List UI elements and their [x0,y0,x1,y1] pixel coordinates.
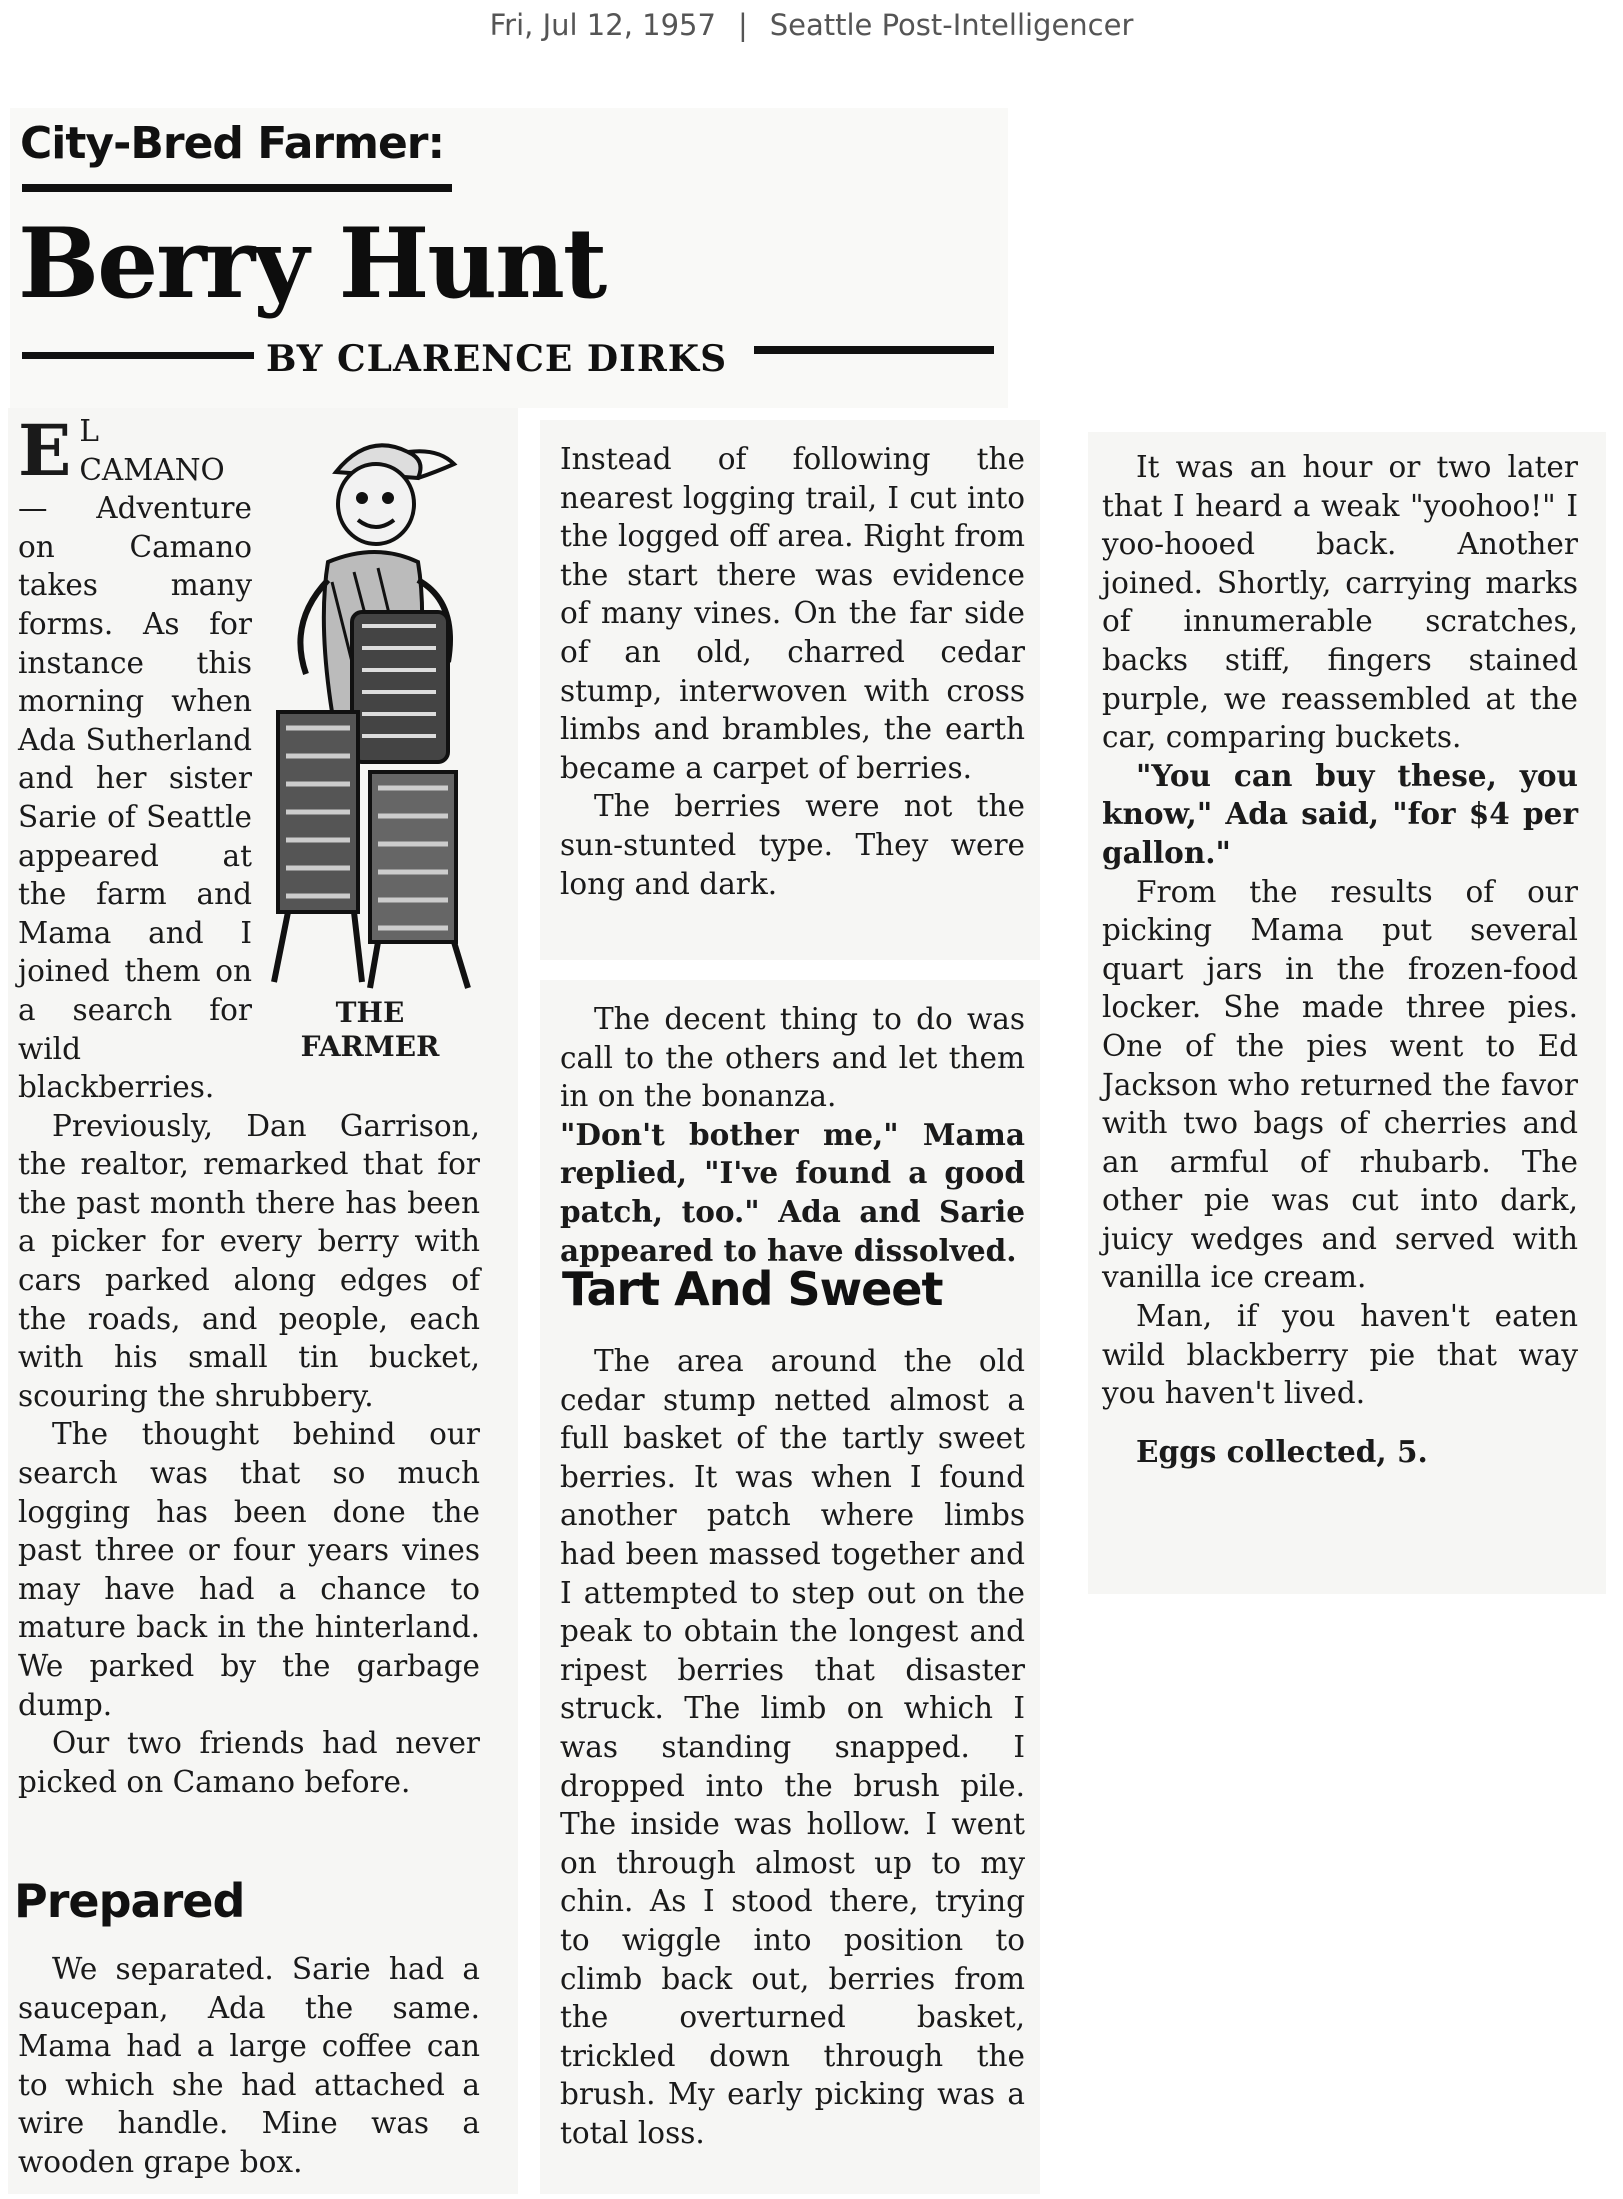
paragraph-thought: The thought behind our search was that so much logging has been done the past three or four years vines may have had a chance to mature back in the hinterland. We parked by the garbage dump. [18,1417,480,1722]
paragraph-previously: Previously, Dan Garrison, the realtor, remarked that for the past month there has been a picker for every berry with cars parked along edges of the roads, and people, each with his small tin bucket, scouring the shrubbery. [18,1108,480,1413]
column-2-bottom [560,1342,1025,2152]
column-1 [18,409,480,1801]
paragraph-intro: L CAMANO — Adventure on Camano takes many forms. As for instance this morning when Ada Sutherland and her sister Sarie of Seattle appeared at the farm and Mama and I joined them on a search for wild blackberries. [18,414,252,1105]
paragraph-mama-quote: "Don't bother me," Mama replied, "I've found a good patch, too." Ada and Sarie appeared to have dissolved. [560,1116,1025,1268]
paragraph-berries: The berries were not the sun-stunted type. They were long and dark. [560,789,1025,901]
paragraph-decent: The decent thing to do was call to the others and let them in on the bonanza. [560,1002,1025,1114]
paragraph-friends: Our two friends had never picked on Camano before. [18,1726,480,1799]
paragraph-results: From the results of our picking Mama put several quart jars in the frozen-food locker. She made three pies. One of the pies went to Ed Jackson who returned the favor with two bags of cherries and an armful of rhubarb. The other pie was cut into dark, juicy wedges and served with vanilla ice cream. [1102,874,1578,1295]
masthead-date: Fri, Jul 12, 1957 [489,8,716,42]
column-2-middle [560,1000,1025,1270]
farmer-illustration [258,412,482,1064]
kicker-rule [22,184,452,192]
column-1-bottom [18,1950,480,2182]
farmer-on-tractor-icon [258,412,482,990]
byline-rule-right [754,346,994,354]
signoff: Eggs collected, 5. [1136,1433,1428,1469]
column-3 [1102,448,1578,1471]
paragraph-man: Man, if you haven't eaten wild blackberry pie that way you haven't lived. [1102,1299,1578,1411]
masthead-separator: | [737,8,748,42]
subhead-tart-and-sweet: Tart And Sweet [562,1262,943,1316]
headline: Berry Hunt [18,207,606,320]
figure-caption-line-2: FARMER [300,1030,440,1063]
paragraph-separated: We separated. Sarie had a saucepan, Ada the same. Mama had a large coffee can to which she had attached a wire handle. Mine was a wooden grape box. [18,1952,480,2179]
column-2-top [560,440,1025,903]
paragraph-ada-quote: "You can buy these, you know," Ada said, "for $4 per gallon." [1102,757,1578,870]
paragraph-hour: It was an hour or two later that I heard a weak "yoohoo!" I yoo-hooed back. Another joined. Shortly, carrying marks of innumerable scratches, backs stiff, fingers stained purple, we reassembled at the car, comparing buckets. [1102,450,1578,755]
kicker: City-Bred Farmer: [20,118,445,169]
paragraph-instead: Instead of following the nearest logging trail, I cut into the logged off area. Right from the start there was evidence of many vines. On the far side of an old, charred cedar stump, interwoven with cross limbs and brambles, the earth became a carpet of berries. [560,442,1025,785]
subhead-prepared: Prepared [14,1874,245,1928]
dropcap: E [18,409,72,492]
byline: BY CLARENCE DIRKS [266,338,728,380]
masthead [0,8,1623,56]
figure-caption-line-1: THE [335,996,405,1029]
paragraph-area: The area around the old cedar stump netted almost a full basket of the tartly sweet berries. It was when I found another patch where limbs had been massed together and I attempted to step out on the peak to obtain the longest and ripest berries that disaster struck. The limb on which I was standing snapped. I dropped into the brush pile. The inside was hollow. I went on through almost up to my chin. As I stood there, trying to wiggle into position to climb back out, berries from the overturned basket, trickled down through the brush. My early picking was a total loss. [560,1344,1025,2150]
masthead-paper: Seattle Post-Intelligencer [769,8,1134,42]
byline-rule-left [22,352,254,359]
figure-caption [258,996,482,1064]
